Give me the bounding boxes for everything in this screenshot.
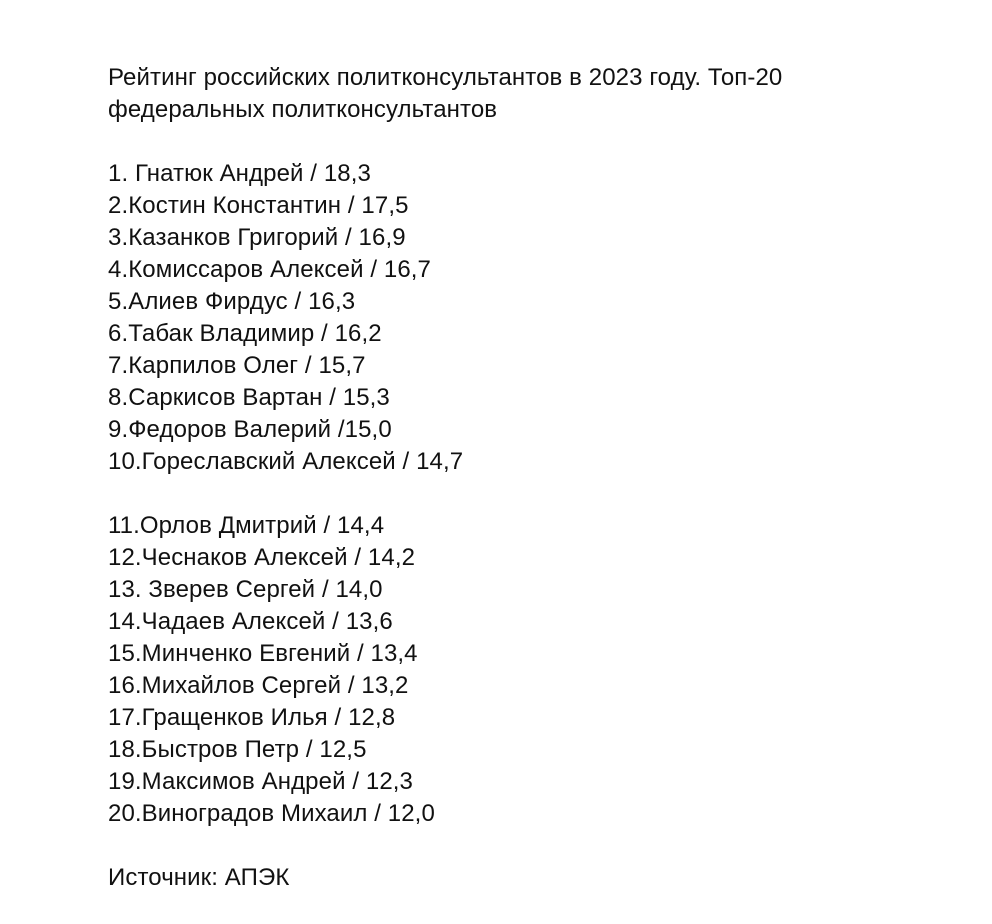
blank-line	[108, 478, 968, 510]
title-line-1: Рейтинг российских политконсультантов в 2023 году. Топ-20	[108, 64, 783, 91]
ranking-item: 2.Костин Константин / 17,5	[108, 192, 409, 219]
ranking-item: 17.Гращенков Илья / 12,8	[108, 704, 396, 731]
ranking-item: 1. Гнатюк Андрей / 18,3	[108, 160, 371, 187]
ranking-item: 10.Гореславский Алексей / 14,7	[108, 448, 464, 475]
document-body	[108, 62, 968, 894]
ranking-item: 12.Чеснаков Алексей / 14,2	[108, 544, 416, 571]
ranking-item: 20.Виноградов Михаил / 12,0	[108, 800, 435, 827]
ranking-item: 7.Карпилов Олег / 15,7	[108, 352, 366, 379]
ranking-item: 15.Минченко Евгений / 13,4	[108, 640, 418, 667]
document-title	[108, 62, 968, 126]
title-line-2: федеральных политконсультантов	[108, 96, 498, 123]
ranking-item: 8.Саркисов Вартан / 15,3	[108, 384, 390, 411]
ranking-item: 3.Казанков Григорий / 16,9	[108, 224, 406, 251]
ranking-item: 19.Максимов Андрей / 12,3	[108, 768, 413, 795]
ranking-list-top10	[108, 158, 968, 478]
ranking-item: 6.Табак Владимир / 16,2	[108, 320, 382, 347]
ranking-item: 4.Комиссаров Алексей / 16,7	[108, 256, 432, 283]
ranking-item: 16.Михайлов Сергей / 13,2	[108, 672, 409, 699]
source-note: Источник: АПЭК	[108, 864, 290, 891]
ranking-list-11-20	[108, 510, 968, 830]
ranking-item: 13. Зверев Сергей / 14,0	[108, 576, 383, 603]
blank-line	[108, 126, 968, 158]
ranking-item: 18.Быстров Петр / 12,5	[108, 736, 367, 763]
blank-line	[108, 830, 968, 862]
ranking-item: 14.Чадаев Алексей / 13,6	[108, 608, 393, 635]
ranking-item: 5.Алиев Фирдус / 16,3	[108, 288, 356, 315]
ranking-item: 11.Орлов Дмитрий / 14,4	[108, 512, 385, 539]
ranking-item: 9.Федоров Валерий /15,0	[108, 416, 392, 443]
